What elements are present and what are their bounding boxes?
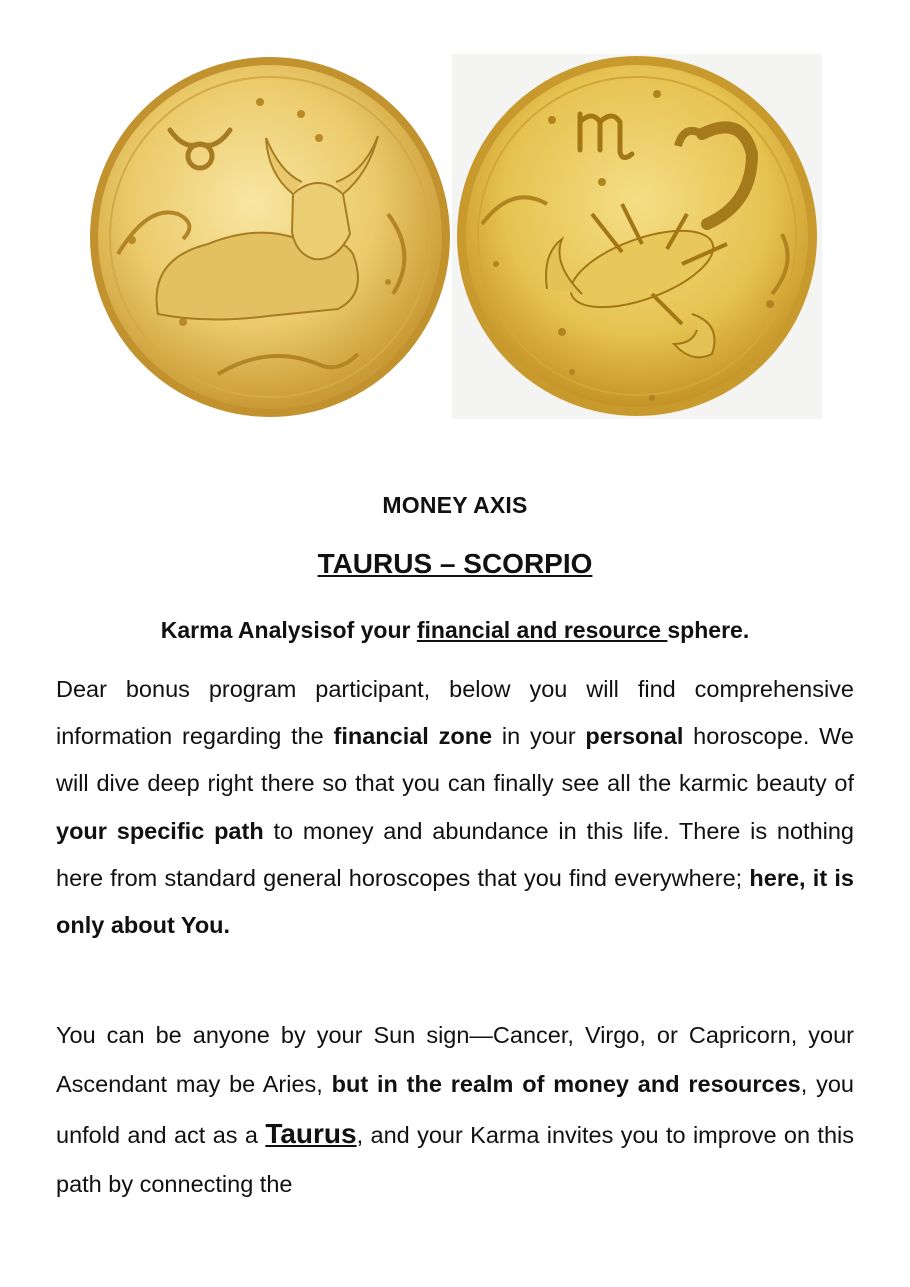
second-paragraph [56,1011,854,1209]
text-run: You can be anyone by your Sun sign—Cancer, Virgo, or Capricorn, your Ascendant may be Aries, [56,1022,854,1097]
subtitle [0,617,910,644]
bold-text: personal [585,723,684,750]
taurus-highlight: Taurus [265,1118,357,1149]
bold-text: financial zone [333,723,493,750]
coin-images [88,54,823,419]
section-heading: MONEY AXIS [382,492,528,518]
subtitle-underlined-text: financial and resource [416,617,668,643]
subtitle-text-before: Karma Analysisof your [160,617,417,643]
subtitle-text-after: sphere. [667,617,750,643]
text-run: , and your Karma invites you to improve on this path by connecting the [56,1122,854,1197]
bold-text: but in the realm of money and resources [331,1071,801,1097]
scorpio-coin-image [452,54,822,419]
text-run: horoscope. We will dive deep right there so that you can finally see all the karmic beauty of [56,723,854,797]
text-run: to money and abundance in this life. There is nothing here from standard general horoscopes that you find everywhere; [56,817,854,891]
bold-text: your specific path [56,817,264,844]
text-run: , you unfold and act as a [56,1071,854,1148]
bold-text: here, it is only about You. [56,864,854,939]
text-run: in your [492,723,586,750]
axis-title: TAURUS – SCORPIO [317,548,593,579]
text-run: Dear bonus program participant, below you will find comprehensive information regarding the [56,676,854,750]
intro-paragraph [56,666,854,949]
taurus-coin-image [88,54,452,419]
